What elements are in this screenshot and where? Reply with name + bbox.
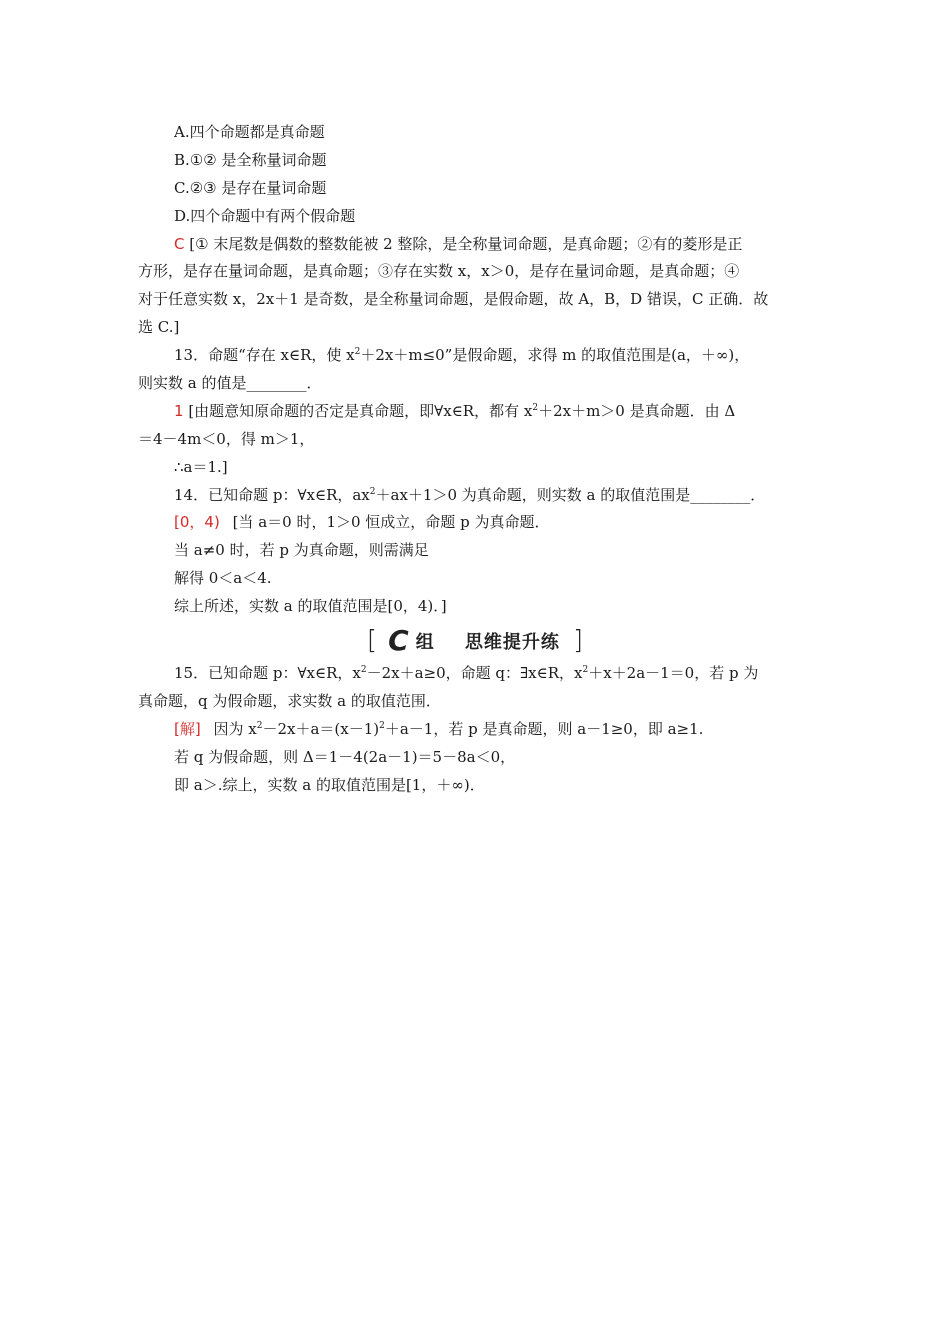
section-heading [0, 624, 950, 658]
q13-solution-part-2: ＋2x＋m＞0 是真命题．由 Δ [538, 402, 736, 420]
section-group: 组 [415, 631, 435, 653]
q13-solution-exponent: 2 [532, 403, 539, 413]
q15-solution-line-2: 若 q 为假命题，则 Δ＝1－4(2a－1)＝5－8a＜0， [174, 748, 516, 766]
q13-stem-part-2: ＋2x＋m≤0”是假命题，求得 m 的取值范围是(a，＋∞)， [360, 346, 750, 364]
q15-stem-exponent-1: 2 [360, 665, 367, 675]
q15-stem-line-1 [174, 663, 814, 683]
q12-option-c: C.②③ 是存在量词命题 [174, 179, 327, 197]
q12-answer: C [174, 235, 185, 253]
q15-stem-part-1: 15．已知命题 p：∀x∈R，x [174, 664, 361, 682]
q15-solution-exponent-2: 2 [379, 721, 385, 731]
q14-stem [174, 485, 814, 505]
q15-solution-part-1: 因为 x [213, 720, 257, 738]
section-letter: C [388, 624, 409, 657]
section-close-bracket: ] [573, 625, 584, 656]
q12-solution-line-1 [174, 234, 814, 254]
q13-stem-part-1: 13．命题“存在 x∈R，使 x [174, 346, 355, 364]
q13-solution-line-1 [174, 401, 814, 421]
q14-stem-part-1: 14．已知命题 p：∀x∈R，ax [174, 486, 370, 504]
q12-solution-line-2: 方形，是存在量词命题，是真命题；③存在实数 x，x＞0，是存在量词命题，是真命题；④ [138, 262, 740, 280]
q15-solution-line-1 [174, 719, 814, 739]
q14-stem-exponent: 2 [369, 487, 376, 497]
q12-option-a: A.四个命题都是真命题 [174, 123, 325, 141]
q13-stem-line-1 [174, 345, 814, 365]
q14-solution-line-4: 综上所述，实数 a 的取值范围是[0，4)．] [174, 597, 447, 615]
q15-solution-part-2: －2x＋a＝(x－1) [262, 720, 380, 738]
q14-stem-part-2: ＋ax＋1＞0 为真命题，则实数 a 的取值范围是________． [375, 486, 766, 504]
q15-stem-part-3: ＋x＋2a－1＝0，若 p 为 [588, 664, 759, 682]
q13-solution-line-3: ∴a＝1.] [174, 458, 228, 476]
q14-solution-line-2: 当 a≠0 时，若 p 为真命题，则需满足 [174, 541, 429, 559]
q15-solution-exponent-1: 2 [256, 721, 263, 731]
q14-answer: [0，4) [174, 513, 220, 531]
q13-solution-line-2: ＝4－4m＜0，得 m＞1， [138, 430, 315, 448]
q12-option-b: B.①② 是全称量词命题 [174, 151, 327, 169]
q12-solution-line-4: 选 C.] [138, 318, 180, 336]
q15-stem-exponent-2: 2 [582, 665, 589, 675]
section-open-bracket: [ [366, 625, 377, 656]
q13-stem-line-2: 则实数 a 的值是________． [138, 374, 322, 392]
q13-stem-exponent: 2 [354, 347, 361, 357]
q15-stem-line-2: 真命题，q 为假命题，求实数 a 的取值范围． [138, 692, 441, 710]
section-title: 思维提升练 [464, 631, 560, 653]
q13-answer: 1 [174, 402, 184, 420]
q15-solution-label: [解] [174, 720, 201, 738]
q12-option-d: D.四个命题中有两个假命题 [174, 207, 356, 225]
q15-solution-line-3: 即 a＞.综上，实数 a 的取值范围是[1，＋∞)． [174, 776, 485, 794]
q14-solution-text-1: [当 a＝0 时，1＞0 恒成立，命题 p 为真命题． [232, 513, 550, 531]
q12-solution-text-1: [① 末尾数是偶数的整数能被 2 整除，是全称量词命题，是真命题；②有的菱形是正 [189, 235, 743, 253]
q14-solution-line-3: 解得 0＜a＜4. [174, 569, 272, 587]
q15-stem-part-2: －2x＋a≥0，命题 q：∃x∈R，x [366, 664, 583, 682]
q14-solution-line-1 [174, 512, 814, 532]
q12-solution-line-3: 对于任意实数 x，2x＋1 是奇数，是全称量词命题，是假命题，故 A，B，D 错误，C 正确．故 [138, 290, 769, 308]
q15-solution-part-3: ＋a－1，若 p 是真命题，则 a－1≥0，即 a≥1. [384, 720, 704, 738]
q13-solution-part-1: [由题意知原命题的否定是真命题，即∀x∈R，都有 x [188, 402, 533, 420]
